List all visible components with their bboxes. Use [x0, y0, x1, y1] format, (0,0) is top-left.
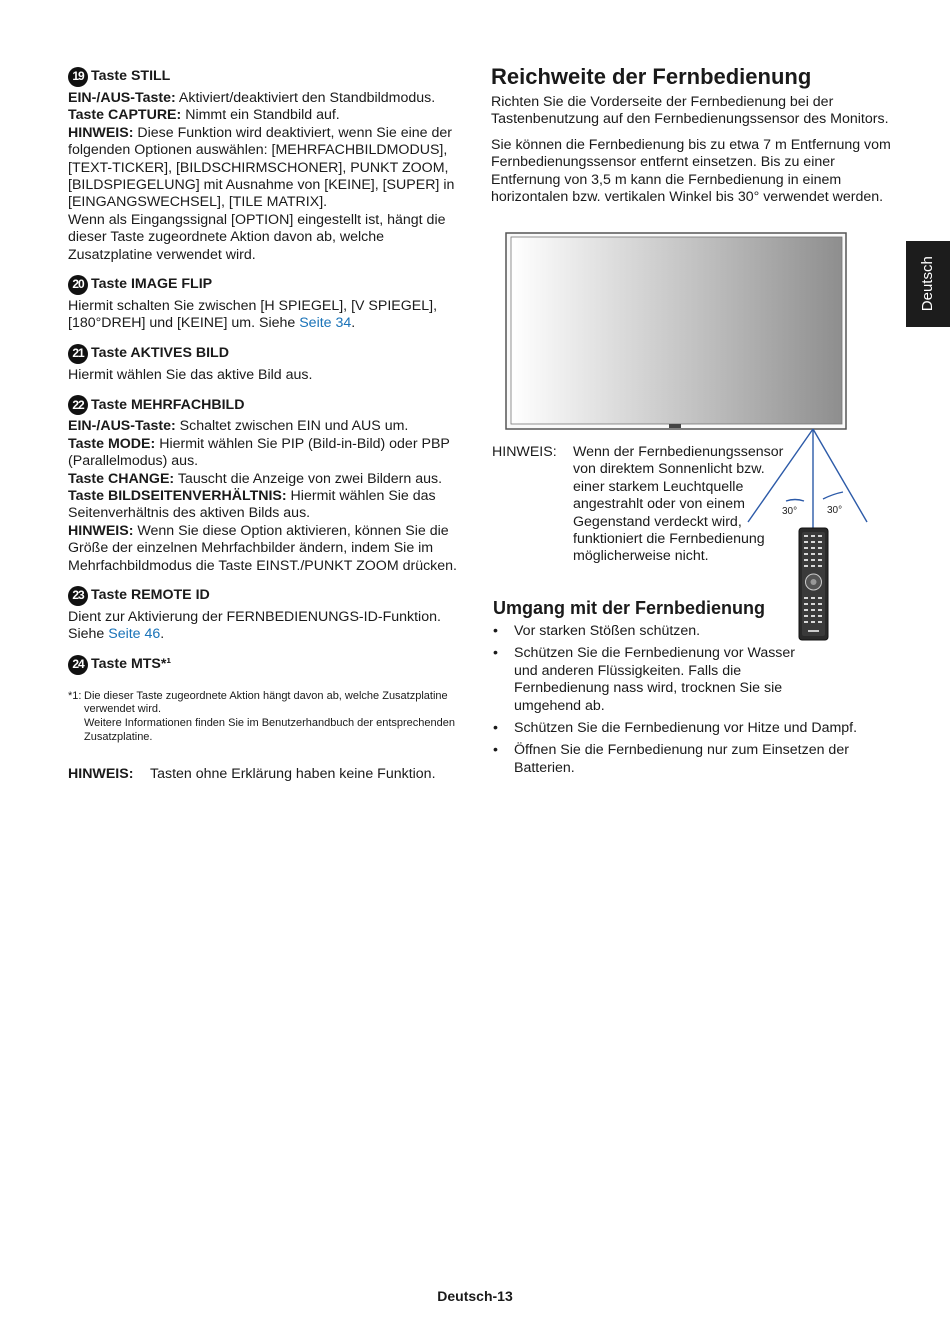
number-badge: 23	[68, 586, 88, 606]
language-tab-label: Deutsch	[919, 256, 937, 312]
section-heading: Umgang mit der Fernbedienung	[493, 598, 766, 618]
footnote-line: Weitere Informationen finden Sie im Benutzerhandbuch der entsprechenden Zusatzplatine.	[84, 716, 455, 743]
list-item: • Vor starken Stößen schützen.	[493, 623, 701, 639]
list-item: • Schützen Sie die Fernbedienung vor Hitze und Dampf.	[493, 720, 858, 737]
angle-label-left: 30°	[782, 506, 798, 517]
section-header	[68, 394, 463, 416]
section-mehrfachbild	[68, 394, 463, 575]
number-badge: 24	[68, 655, 88, 675]
hinweis-remote-note	[492, 444, 792, 566]
paragraph: Richten Sie die Vorderseite der Fernbedienung bei der Tastenbenutzung auf den Fernbedienungssensor des Monitors.	[491, 94, 889, 128]
section-header	[68, 66, 463, 88]
footnote-line: Die dieser Taste zugeordnete Aktion hängt davon ab, welche Zusatzplatine verwendet wird.	[84, 689, 448, 716]
paragraph: Taste CHANGE: Tauscht die Anzeige von zwei Bildern aus.	[68, 470, 443, 487]
paragraph: EIN-/AUS-Taste: Aktiviert/deaktiviert den Standbildmodus.	[68, 90, 436, 106]
hinweis-text: Tasten ohne Erklärung haben keine Funktion.	[150, 766, 436, 783]
paragraph: Hiermit wählen Sie das aktive Bild aus.	[68, 366, 313, 383]
section-heading: Reichweite der Fernbedienung	[491, 64, 812, 89]
section-title: Taste REMOTE ID	[91, 587, 210, 604]
paragraph: Taste CAPTURE: Nimmt ein Standbild auf.	[68, 107, 340, 124]
paragraph: EIN-/AUS-Taste: Schaltet zwischen EIN und AUS um.	[68, 418, 409, 435]
left-column	[68, 66, 463, 784]
section-header	[68, 585, 463, 607]
list-item: • Öffnen Sie die Fernbedienung nur zum Einsetzen der Batterien.	[493, 742, 849, 776]
monitor-illustration	[506, 233, 846, 429]
umgang-section	[493, 597, 873, 782]
page-link[interactable]: Seite 46	[108, 626, 161, 643]
paragraph: Dient zur Aktivierung der FERNBEDIENUNGS-ID-Funktion. Siehe Seite 46.	[68, 608, 441, 643]
note-label: HINWEIS:	[492, 444, 557, 460]
hinweis-label: HINWEIS:	[68, 766, 134, 783]
number-badge: 20	[68, 275, 88, 295]
section-image-flip	[68, 274, 463, 333]
remote-range-figure	[505, 232, 877, 644]
paragraph: Hiermit schalten Sie zwischen [H SPIEGEL], [V SPIEGEL], [180°DREH] und [KEINE] um. Siehe Seite 34.	[68, 298, 438, 332]
section-title: Taste IMAGE FLIP	[91, 276, 213, 293]
angle-label-right: 30°	[827, 505, 843, 516]
page-number: Deutsch-13	[437, 1288, 513, 1304]
section-aktives-bild	[68, 343, 463, 384]
section-title: Taste MTS*¹	[91, 656, 172, 673]
paragraph: HINWEIS: Diese Funktion wird deaktiviert, wenn Sie eine der folgenden Optionen auswählen: [MEHRFACHBILDMODUS], [TEXT-TICKER], [BILDSCHIRMSCHONER], PUNKT ZOOM, [BILDSPIEGELUNG] mit Ausnahme von [KEINE], [SUPER] in [EINGANGSWECHSEL], [TILE MATRIX].	[68, 124, 455, 211]
page-link[interactable]: Seite 34	[299, 315, 352, 332]
section-title: Taste STILL	[91, 68, 171, 85]
footnote	[68, 690, 463, 744]
section-mts	[68, 654, 463, 676]
paragraph: Taste BILDSEITENVERHÄLTNIS: Hiermit wählen Sie das Seitenverhältnis des aktiven Bilds aus.	[68, 487, 436, 522]
paragraph: Wenn als Eingangssignal [OPTION] eingestellt ist, hängt die dieser Taste zugeordnete Aktion davon ab, welche Zusatzplatine verwendet wird.	[68, 211, 446, 263]
number-badge: 21	[68, 344, 88, 364]
section-header	[68, 654, 463, 676]
section-remote-id	[68, 585, 463, 644]
section-still	[68, 66, 463, 264]
paragraph: HINWEIS: Wenn Sie diese Option aktivieren, können Sie die Größe der einzelnen Mehrfachbilder ändern, indem Sie im Mehrfachbildmodus die Taste EINST./PUNKT ZOOM drücken.	[68, 522, 457, 574]
number-badge: 19	[68, 67, 88, 87]
paragraph: Sie können die Fernbedienung bis zu etwa 7 m Entfernung vom Fernbedienungssensor entfernt einsetzen. Bis zu einer Entfernung von 3,5 m kann die Fernbedienung in einem horizontalen bzw. vertikalen Winkel bis 30° verwendet werden.	[491, 136, 891, 206]
number-badge: 22	[68, 395, 88, 415]
language-tab	[906, 241, 950, 327]
section-title: Taste AKTIVES BILD	[91, 345, 229, 362]
note-text: Wenn der Fernbedienungssensor von direktem Sonnenlicht bzw. einer starkem Leuchtquelle angestrahlt oder von einem Gegenstand verdeckt wird, funktioniert die Fernbedienung möglicherweise nicht.	[573, 444, 784, 565]
section-title: Taste MEHRFACHBILD	[91, 396, 245, 413]
paragraph: Taste MODE: Hiermit wählen Sie PIP (Bild-in-Bild) oder PBP (Parallelmodus) aus.	[68, 435, 450, 470]
right-column	[491, 64, 891, 214]
section-header	[68, 274, 463, 296]
list-item: • Schützen Sie die Fernbedienung vor Wasser und anderen Flüssigkeiten. Falls die Fernbedienung nass wird, trocknen Sie sie umgehend ab.	[493, 645, 796, 714]
section-header	[68, 343, 463, 365]
bullet-list	[493, 623, 873, 777]
hinweis-note	[68, 766, 463, 783]
footnote-mark: *1:	[68, 689, 82, 702]
